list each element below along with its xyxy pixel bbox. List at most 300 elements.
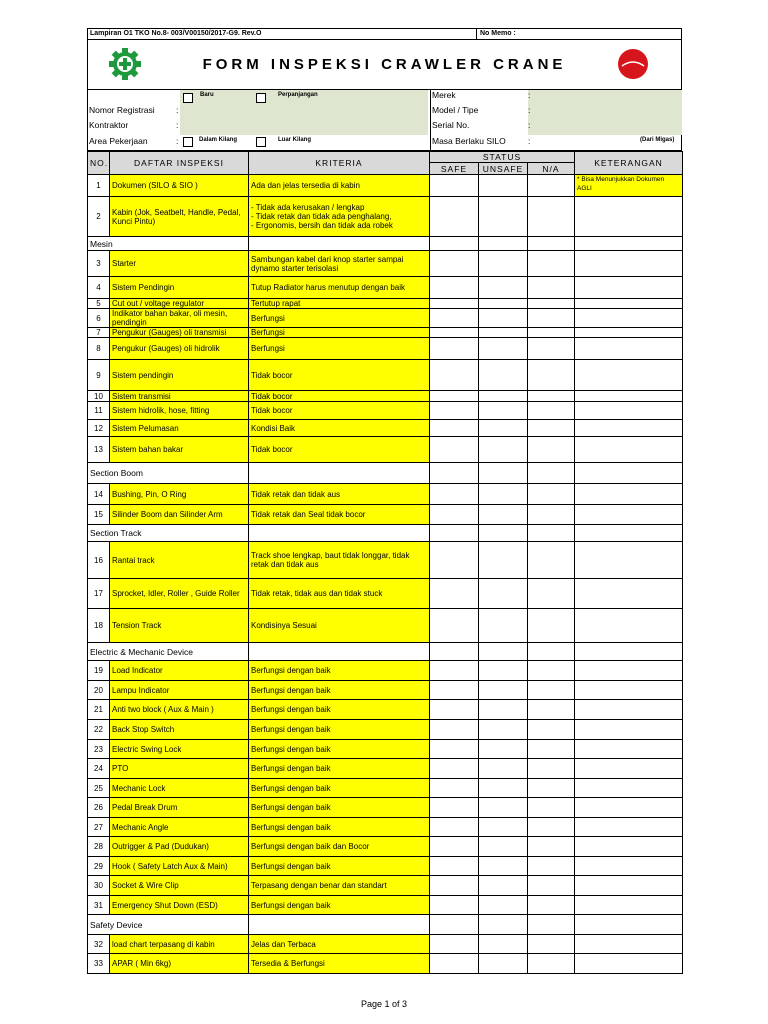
na-cell[interactable] <box>528 197 575 237</box>
keterangan-cell[interactable] <box>575 338 683 360</box>
unsafe-cell[interactable] <box>479 338 528 360</box>
unsafe-cell[interactable] <box>479 505 528 525</box>
table-row <box>88 484 683 505</box>
safe-cell[interactable] <box>430 661 479 681</box>
na-cell[interactable] <box>528 299 575 309</box>
na-cell[interactable] <box>528 818 575 837</box>
na-cell[interactable] <box>528 505 575 525</box>
item-number: 26 <box>88 798 110 818</box>
item-criteria: Ada dan jelas tersedia di kabin <box>249 175 430 197</box>
safe-cell[interactable] <box>430 740 479 759</box>
na-cell[interactable] <box>528 779 575 798</box>
safe-cell[interactable] <box>430 609 479 643</box>
item-criteria: Berfungsi <box>249 309 430 328</box>
safe-cell[interactable] <box>430 309 479 328</box>
unsafe-cell[interactable] <box>479 759 528 779</box>
keterangan-cell[interactable] <box>575 779 683 798</box>
unsafe-cell[interactable] <box>479 818 528 837</box>
unsafe-cell[interactable] <box>479 175 528 197</box>
unsafe-cell[interactable] <box>479 402 528 420</box>
item-number: 30 <box>88 876 110 896</box>
baru-label: Baru <box>200 92 214 98</box>
colon: : <box>176 136 179 146</box>
safe-cell[interactable] <box>430 328 479 338</box>
safe-cell[interactable] <box>430 197 479 237</box>
empty-cell <box>528 463 575 484</box>
safe-cell[interactable] <box>430 954 479 974</box>
item-name: Outrigger & Pad (Dudukan) <box>110 837 249 857</box>
nomor-registrasi-label: Nomor Registrasi <box>89 105 155 115</box>
keterangan-cell[interactable] <box>575 299 683 309</box>
na-cell[interactable] <box>528 857 575 876</box>
safe-cell[interactable] <box>430 720 479 740</box>
item-name: Cut out / voltage regulator <box>110 299 249 309</box>
section-title: Mesin <box>88 237 249 251</box>
unsafe-cell[interactable] <box>479 661 528 681</box>
item-number: 22 <box>88 720 110 740</box>
safe-cell[interactable] <box>430 579 479 609</box>
safe-cell[interactable] <box>430 505 479 525</box>
item-number: 7 <box>88 328 110 338</box>
na-cell[interactable] <box>528 609 575 643</box>
keterangan-cell[interactable] <box>575 402 683 420</box>
keterangan-cell[interactable] <box>575 542 683 579</box>
unsafe-cell[interactable] <box>479 720 528 740</box>
table-row <box>88 681 683 700</box>
unsafe-cell[interactable] <box>479 360 528 391</box>
na-cell[interactable] <box>528 437 575 463</box>
col-keterangan-header: KETERANGAN <box>575 152 683 175</box>
na-cell[interactable] <box>528 896 575 915</box>
merek-label: Merek <box>432 90 456 100</box>
colon: : <box>528 120 531 130</box>
inspection-table <box>87 151 683 974</box>
item-number: 5 <box>88 299 110 309</box>
empty-cell <box>528 237 575 251</box>
safe-cell[interactable] <box>430 818 479 837</box>
table-row <box>88 661 683 681</box>
item-criteria: Berfungsi dengan baik <box>249 700 430 720</box>
col-safe-header: SAFE <box>430 163 479 175</box>
kontraktor-label: Kontraktor <box>89 120 129 130</box>
empty-cell <box>479 643 528 661</box>
masa-berlaku-label: Masa Berlaku SILO <box>432 136 506 146</box>
keterangan-cell[interactable] <box>575 954 683 974</box>
keterangan-cell[interactable] <box>575 197 683 237</box>
keterangan-cell[interactable] <box>575 818 683 837</box>
item-number: 8 <box>88 338 110 360</box>
safe-cell[interactable] <box>430 360 479 391</box>
item-criteria: Tertutup rapat <box>249 299 430 309</box>
safe-cell[interactable] <box>430 402 479 420</box>
baru-checkbox[interactable] <box>183 92 193 103</box>
na-cell[interactable] <box>528 954 575 974</box>
item-criteria: Tersedia & Berfungsi <box>249 954 430 974</box>
safe-cell[interactable] <box>430 338 479 360</box>
safe-cell[interactable] <box>430 681 479 700</box>
item-number: 20 <box>88 681 110 700</box>
section-title: Section Track <box>88 525 249 542</box>
item-name: load chart terpasang di kabin <box>110 935 249 954</box>
perpanjangan-checkbox[interactable] <box>256 92 266 103</box>
na-cell[interactable] <box>528 661 575 681</box>
item-number: 31 <box>88 896 110 915</box>
item-number: 14 <box>88 484 110 505</box>
safe-cell[interactable] <box>430 779 479 798</box>
col-na-header: N/A <box>528 163 575 175</box>
colon: : <box>528 105 531 115</box>
title-box <box>87 40 682 90</box>
item-criteria: Jelas dan Terbaca <box>249 935 430 954</box>
na-cell[interactable] <box>528 798 575 818</box>
item-criteria: Terpasang dengan benar dan standart <box>249 876 430 896</box>
table-row <box>88 328 683 338</box>
section-row <box>88 237 683 251</box>
safe-cell[interactable] <box>430 876 479 896</box>
safe-cell[interactable] <box>430 700 479 720</box>
colon: : <box>176 105 179 115</box>
section-title: Electric & Mechanic Device <box>88 643 249 661</box>
item-criteria: Berfungsi dengan baik <box>249 681 430 700</box>
item-name: Sprocket, Idler, Roller , Guide Roller <box>110 579 249 609</box>
perpanjangan-label: Perpanjangan <box>278 92 318 98</box>
keterangan-cell[interactable] <box>575 935 683 954</box>
table-row <box>88 818 683 837</box>
item-name: Pedal Break Drum <box>110 798 249 818</box>
table-row <box>88 505 683 525</box>
item-number: 23 <box>88 740 110 759</box>
page-title: FORM INSPEKSI CRAWLER CRANE <box>202 56 567 73</box>
item-number: 28 <box>88 837 110 857</box>
table-row <box>88 338 683 360</box>
item-name: Sistem hidrolik, hose, fitting <box>110 402 249 420</box>
keterangan-cell[interactable] <box>575 896 683 915</box>
item-name: Sistem pendingin <box>110 360 249 391</box>
item-name: Emergency Shut Down (ESD) <box>110 896 249 915</box>
keterangan-cell[interactable] <box>575 437 683 463</box>
empty-cell <box>575 237 683 251</box>
item-number: 9 <box>88 360 110 391</box>
empty-cell <box>479 237 528 251</box>
item-name: Dokumen (SILO & SIO ) <box>110 175 249 197</box>
area-pekerjaan-label: Area Pekerjaan <box>89 136 148 146</box>
luar-kilang-label: Luar Kilang <box>278 137 312 143</box>
keterangan-cell[interactable] <box>575 661 683 681</box>
empty-cell <box>430 643 479 661</box>
empty-cell <box>430 915 479 935</box>
section-title: Safety Device <box>88 915 249 935</box>
na-cell[interactable] <box>528 251 575 277</box>
safe-cell[interactable] <box>430 896 479 915</box>
item-name: Sistem transmisi <box>110 391 249 402</box>
safe-cell[interactable] <box>430 175 479 197</box>
safe-cell[interactable] <box>430 798 479 818</box>
empty-cell <box>528 525 575 542</box>
col-status-header: STATUS <box>430 152 575 163</box>
safe-cell[interactable] <box>430 837 479 857</box>
keterangan-cell[interactable] <box>575 798 683 818</box>
keterangan-cell[interactable] <box>575 420 683 437</box>
item-criteria: Kondisi Baik <box>249 420 430 437</box>
item-criteria: Tidak bocor <box>249 437 430 463</box>
item-criteria: Tidak retak dan Seal tidak bocor <box>249 505 430 525</box>
unsafe-cell[interactable] <box>479 309 528 328</box>
page-footer: Page 1 of 3 <box>360 999 408 1009</box>
item-criteria: Berfungsi dengan baik <box>249 661 430 681</box>
table-row <box>88 420 683 437</box>
safe-cell[interactable] <box>430 484 479 505</box>
table-row <box>88 251 683 277</box>
table-row <box>88 542 683 579</box>
keterangan-cell[interactable] <box>575 759 683 779</box>
item-name: Silinder Boom dan Silinder Arm <box>110 505 249 525</box>
na-cell[interactable] <box>528 837 575 857</box>
safe-cell[interactable] <box>430 277 479 299</box>
na-cell[interactable] <box>528 700 575 720</box>
item-criteria: Sambungan kabel dari knop starter sampai dynamo starter terisolasi <box>249 251 430 277</box>
item-criteria: Tidak bocor <box>249 360 430 391</box>
item-name: Electric Swing Lock <box>110 740 249 759</box>
keterangan-cell[interactable] <box>575 700 683 720</box>
table-row <box>88 935 683 954</box>
item-number: 2 <box>88 197 110 237</box>
empty-cell <box>575 463 683 484</box>
safe-cell[interactable] <box>430 420 479 437</box>
unsafe-cell[interactable] <box>479 277 528 299</box>
unsafe-cell[interactable] <box>479 700 528 720</box>
keterangan-cell[interactable] <box>575 505 683 525</box>
keterangan-cell[interactable] <box>575 609 683 643</box>
item-criteria: Tutup Radiator harus menutup dengan baik <box>249 277 430 299</box>
na-cell[interactable] <box>528 402 575 420</box>
dalam-kilang-checkbox[interactable] <box>183 136 193 147</box>
safe-cell[interactable] <box>430 935 479 954</box>
item-name: Tension Track <box>110 609 249 643</box>
unsafe-cell[interactable] <box>479 798 528 818</box>
empty-cell <box>249 525 430 542</box>
keterangan-cell[interactable] <box>575 328 683 338</box>
unsafe-cell[interactable] <box>479 251 528 277</box>
unsafe-cell[interactable] <box>479 896 528 915</box>
keterangan-cell[interactable] <box>575 309 683 328</box>
na-cell[interactable] <box>528 740 575 759</box>
unsafe-cell[interactable] <box>479 484 528 505</box>
item-name: Mechanic Lock <box>110 779 249 798</box>
empty-cell <box>249 463 430 484</box>
empty-cell <box>528 915 575 935</box>
item-name: Sistem Pelumasan <box>110 420 249 437</box>
safe-cell[interactable] <box>430 542 479 579</box>
empty-cell <box>249 643 430 661</box>
item-name: Sistem bahan bakar <box>110 437 249 463</box>
empty-cell <box>249 915 430 935</box>
item-name: Mechanic Angle <box>110 818 249 837</box>
memo-label: No Memo : <box>480 30 516 37</box>
item-number: 17 <box>88 579 110 609</box>
table-row <box>88 779 683 798</box>
item-name: PTO <box>110 759 249 779</box>
unsafe-cell[interactable] <box>479 954 528 974</box>
keterangan-cell[interactable] <box>575 391 683 402</box>
col-kriteria-header: KRITERIA <box>249 152 430 175</box>
unsafe-cell[interactable] <box>479 609 528 643</box>
na-cell[interactable] <box>528 542 575 579</box>
item-number: 3 <box>88 251 110 277</box>
empty-cell <box>528 643 575 661</box>
item-number: 33 <box>88 954 110 974</box>
form-reference-bar <box>87 28 682 40</box>
keterangan-cell[interactable] <box>575 681 683 700</box>
na-cell[interactable] <box>528 720 575 740</box>
dari-migas-label: (Dari Migas) <box>640 137 675 143</box>
item-number: 25 <box>88 779 110 798</box>
item-criteria: Berfungsi dengan baik dan Bocor <box>249 837 430 857</box>
keterangan-cell[interactable] <box>575 360 683 391</box>
item-criteria: Berfungsi dengan baik <box>249 740 430 759</box>
na-cell[interactable] <box>528 391 575 402</box>
table-row <box>88 579 683 609</box>
na-cell[interactable] <box>528 876 575 896</box>
item-criteria: Tidak bocor <box>249 391 430 402</box>
na-cell[interactable] <box>528 484 575 505</box>
keterangan-cell[interactable] <box>575 857 683 876</box>
empty-cell <box>575 643 683 661</box>
item-number: 24 <box>88 759 110 779</box>
na-cell[interactable] <box>528 681 575 700</box>
item-name: Indikator bahan bakar, oli mesin, pendingin <box>110 309 249 328</box>
table-row <box>88 896 683 915</box>
colon: : <box>528 90 531 100</box>
na-cell[interactable] <box>528 338 575 360</box>
model-tipe-label: Model / Tipe <box>432 105 479 115</box>
unsafe-cell[interactable] <box>479 420 528 437</box>
safe-cell[interactable] <box>430 391 479 402</box>
item-number: 4 <box>88 277 110 299</box>
na-cell[interactable] <box>528 309 575 328</box>
empty-cell <box>430 463 479 484</box>
item-name: Sistem Pendingin <box>110 277 249 299</box>
section-row <box>88 525 683 542</box>
empty-cell <box>479 915 528 935</box>
col-unsafe-header: UNSAFE <box>479 163 528 175</box>
na-cell[interactable] <box>528 420 575 437</box>
safe-cell[interactable] <box>430 437 479 463</box>
unsafe-cell[interactable] <box>479 579 528 609</box>
keterangan-cell[interactable] <box>575 876 683 896</box>
item-name: Socket & Wire Clip <box>110 876 249 896</box>
item-criteria: Berfungsi dengan baik <box>249 779 430 798</box>
table-row <box>88 402 683 420</box>
section-title: Section Boom <box>88 463 249 484</box>
empty-cell <box>430 525 479 542</box>
table-row <box>88 740 683 759</box>
item-criteria: Berfungsi dengan baik <box>249 818 430 837</box>
item-name: Bushing, Pin, O Ring <box>110 484 249 505</box>
item-number: 27 <box>88 818 110 837</box>
unsafe-cell[interactable] <box>479 935 528 954</box>
table-row <box>88 609 683 643</box>
safe-cell[interactable] <box>430 251 479 277</box>
safe-cell[interactable] <box>430 857 479 876</box>
section-row <box>88 915 683 935</box>
unsafe-cell[interactable] <box>479 542 528 579</box>
col-daftar-header: DAFTAR INSPEKSI <box>110 152 249 175</box>
table-row <box>88 437 683 463</box>
unsafe-cell[interactable] <box>479 857 528 876</box>
keterangan-cell[interactable] <box>575 740 683 759</box>
item-criteria: Berfungsi dengan baik <box>249 896 430 915</box>
item-number: 21 <box>88 700 110 720</box>
item-number: 15 <box>88 505 110 525</box>
table-row <box>88 720 683 740</box>
table-row <box>88 391 683 402</box>
safe-cell[interactable] <box>430 759 479 779</box>
table-row <box>88 798 683 818</box>
na-cell[interactable] <box>528 277 575 299</box>
keterangan-cell[interactable] <box>575 484 683 505</box>
unsafe-cell[interactable] <box>479 876 528 896</box>
item-number: 32 <box>88 935 110 954</box>
item-number: 18 <box>88 609 110 643</box>
item-criteria: Berfungsi dengan baik <box>249 720 430 740</box>
keterangan-cell[interactable] <box>575 720 683 740</box>
item-criteria: - Tidak ada kerusakan / lengkap - Tidak retak dan tidak ada penghalang, - Ergonomis, bersih dan tidak ada robek <box>249 197 430 237</box>
item-name: Lampu Indicator <box>110 681 249 700</box>
keterangan-cell[interactable] <box>575 277 683 299</box>
luar-kilang-checkbox[interactable] <box>256 136 266 147</box>
item-criteria: Berfungsi dengan baik <box>249 857 430 876</box>
safe-cell[interactable] <box>430 299 479 309</box>
item-name: Pengukur (Gauges) oli transmisi <box>110 328 249 338</box>
unsafe-cell[interactable] <box>479 779 528 798</box>
na-cell[interactable] <box>528 759 575 779</box>
unsafe-cell[interactable] <box>479 299 528 309</box>
section-row <box>88 463 683 484</box>
table-row <box>88 876 683 896</box>
unsafe-cell[interactable] <box>479 328 528 338</box>
unsafe-cell[interactable] <box>479 437 528 463</box>
na-cell[interactable] <box>528 175 575 197</box>
item-number: 1 <box>88 175 110 197</box>
unsafe-cell[interactable] <box>479 197 528 237</box>
na-cell[interactable] <box>528 360 575 391</box>
empty-cell <box>575 525 683 542</box>
unsafe-cell[interactable] <box>479 837 528 857</box>
unsafe-cell[interactable] <box>479 681 528 700</box>
keterangan-cell[interactable] <box>575 251 683 277</box>
table-row <box>88 360 683 391</box>
item-number: 19 <box>88 661 110 681</box>
table-row <box>88 954 683 974</box>
serial-no-label: Serial No. <box>432 120 470 130</box>
na-cell[interactable] <box>528 935 575 954</box>
item-criteria: Kondisinya Sesuai <box>249 609 430 643</box>
keterangan-cell[interactable]: * Bisa Menunjukkan Dokumen AGLI <box>575 175 683 197</box>
table-row <box>88 759 683 779</box>
unsafe-cell[interactable] <box>479 740 528 759</box>
col-no-header: NO. <box>88 152 110 175</box>
item-number: 29 <box>88 857 110 876</box>
item-criteria: Berfungsi dengan baik <box>249 759 430 779</box>
keterangan-cell[interactable] <box>575 837 683 857</box>
na-cell[interactable] <box>528 579 575 609</box>
na-cell[interactable] <box>528 328 575 338</box>
table-row <box>88 857 683 876</box>
table-row <box>88 277 683 299</box>
table-row <box>88 700 683 720</box>
keterangan-cell[interactable] <box>575 579 683 609</box>
unsafe-cell[interactable] <box>479 391 528 402</box>
